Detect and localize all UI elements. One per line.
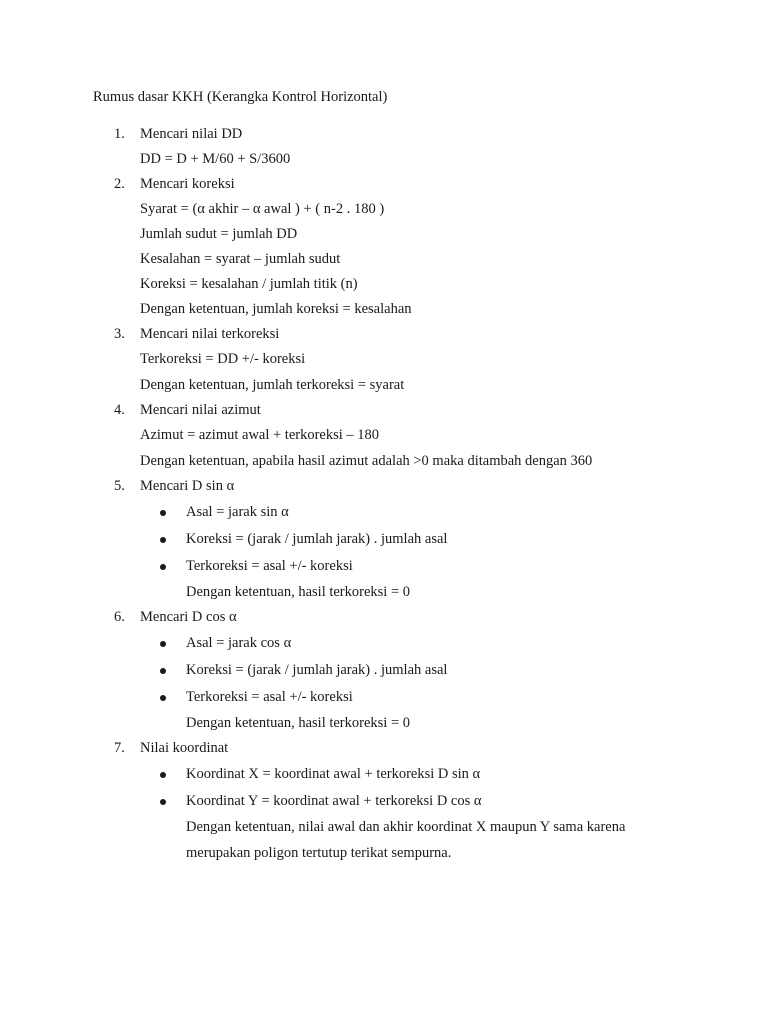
item-7-number: 7. [114, 740, 125, 756]
item-7-bullet: Koordinat Y = koordinat awal + terkoreksi D cos α [186, 793, 482, 809]
page-title: Rumus dasar KKH (Kerangka Kontrol Horizontal) [93, 89, 388, 105]
bullet-icon [160, 668, 166, 674]
item-6-bullet: Terkoreksi = asal +/- koreksi [186, 689, 353, 705]
item-5-heading: Mencari D sin α [140, 478, 235, 494]
item-2-line: Kesalahan = syarat – jumlah sudut [140, 251, 341, 267]
item-4-number: 4. [114, 402, 125, 418]
item-7-note-line: merupakan poligon tertutup terikat sempurna. [186, 845, 452, 861]
item-3-line: Terkoreksi = DD +/- koreksi [140, 351, 306, 367]
bullet-icon [160, 641, 166, 647]
item-2-line: Jumlah sudut = jumlah DD [140, 226, 298, 242]
item-2-line: Syarat = (α akhir – α awal ) + ( n-2 . 180 ) [140, 201, 385, 217]
bullet-icon [160, 510, 166, 516]
item-4-line: Dengan ketentuan, apabila hasil azimut adalah >0 maka ditambah dengan 360 [140, 453, 593, 469]
item-2-line: Dengan ketentuan, jumlah koreksi = kesalahan [140, 301, 412, 317]
item-7-heading: Nilai koordinat [140, 740, 229, 756]
item-3-number: 3. [114, 326, 125, 342]
item-6-note: Dengan ketentuan, hasil terkoreksi = 0 [186, 715, 410, 731]
item-7-note-line: Dengan ketentuan, nilai awal dan akhir koordinat X maupun Y sama karena [186, 819, 626, 835]
bullet-icon [160, 695, 166, 701]
item-6-bullet: Asal = jarak cos α [186, 635, 292, 651]
item-1-number: 1. [114, 126, 125, 142]
item-5-number: 5. [114, 478, 125, 494]
item-2-line: Koreksi = kesalahan / jumlah titik (n) [140, 276, 358, 292]
item-3-heading: Mencari nilai terkoreksi [140, 326, 280, 342]
item-5-note: Dengan ketentuan, hasil terkoreksi = 0 [186, 584, 410, 600]
item-2-heading: Mencari koreksi [140, 176, 235, 192]
item-5-bullet: Terkoreksi = asal +/- koreksi [186, 558, 353, 574]
bullet-icon [160, 564, 166, 570]
bullet-icon [160, 772, 166, 778]
item-5-bullet: Asal = jarak sin α [186, 504, 289, 520]
item-6-bullet: Koreksi = (jarak / jumlah jarak) . jumlah asal [186, 662, 448, 678]
item-7-bullet: Koordinat X = koordinat awal + terkoreksi D sin α [186, 766, 481, 782]
bullet-icon [160, 799, 166, 805]
bullet-icon [160, 537, 166, 543]
item-4-line: Azimut = azimut awal + terkoreksi – 180 [140, 427, 380, 443]
item-1-formula: DD = D + M/60 + S/3600 [140, 151, 291, 167]
item-6-heading: Mencari D cos α [140, 609, 237, 625]
item-5-bullet: Koreksi = (jarak / jumlah jarak) . jumlah asal [186, 531, 448, 547]
item-1-heading: Mencari nilai DD [140, 126, 243, 142]
item-6-number: 6. [114, 609, 125, 625]
item-4-heading: Mencari nilai azimut [140, 402, 261, 418]
item-3-line: Dengan ketentuan, jumlah terkoreksi = syarat [140, 377, 405, 393]
item-2-number: 2. [114, 176, 125, 192]
